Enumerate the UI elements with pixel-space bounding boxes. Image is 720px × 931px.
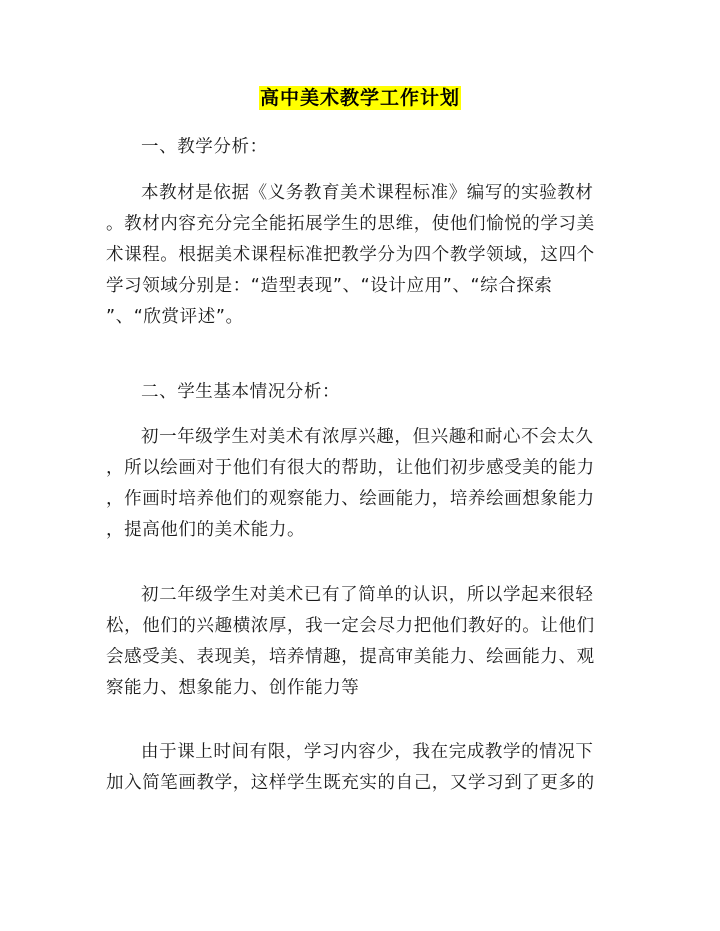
paragraph-teaching-analysis: [106, 178, 616, 333]
title-container: [0, 86, 720, 110]
paragraph-line: 会感受美、表现美，培养情趣，提高审美能力、绘画能力、观: [106, 647, 595, 667]
paragraph-line: ，所以绘画对于他们有很大的帮助，让他们初步感受美的能力: [106, 458, 595, 478]
paragraph-line: 。教材内容充分完全能拓展学生的思维，使他们愉悦的学习美: [106, 214, 595, 234]
paragraph-line: ，提高他们的美术能力。: [106, 520, 306, 540]
paragraph-line: 由于课上时间有限，学习内容少，我在完成教学的情况下: [141, 742, 594, 762]
document-title: 高中美术教学工作计划: [259, 87, 460, 109]
paragraph-line: ”、“欣赏评述”。: [106, 307, 244, 327]
paragraph-line: ，作画时培养他们的观察能力、绘画能力，培养绘画想象能力: [106, 489, 595, 509]
paragraph-grade1: [106, 422, 616, 546]
paragraph-class-time: [106, 737, 616, 799]
paragraph-line: 初二年级学生对美术已有了简单的认识，所以学起来很轻: [141, 585, 594, 605]
section-heading-student-analysis: 二、学生基本情况分析：: [141, 382, 341, 402]
paragraph-line: 术课程。根据美术课程标准把教学分为四个教学领域，这四个: [106, 245, 595, 265]
paragraph-line: 本教材是依据《义务教育美术课程标准》编写的实验教材: [141, 183, 594, 203]
section-heading-teaching-analysis: 一、教学分析：: [141, 137, 268, 157]
paragraph-line: 松，他们的兴趣横浓厚，我一定会尽力把他们教好的。让他们: [106, 616, 595, 636]
paragraph-line: 察能力、想象能力、创作能力等: [106, 678, 360, 698]
paragraph-line: 学习领域分别是：“造型表现”、“设计应用”、“综合探索: [106, 276, 553, 296]
paragraph-line: 初一年级学生对美术有浓厚兴趣，但兴趣和耐心不会太久: [141, 427, 594, 447]
paragraph-line: 加入简笔画教学，这样学生既充实的自己，又学习到了更多的: [106, 773, 595, 793]
paragraph-grade2: [106, 580, 616, 704]
